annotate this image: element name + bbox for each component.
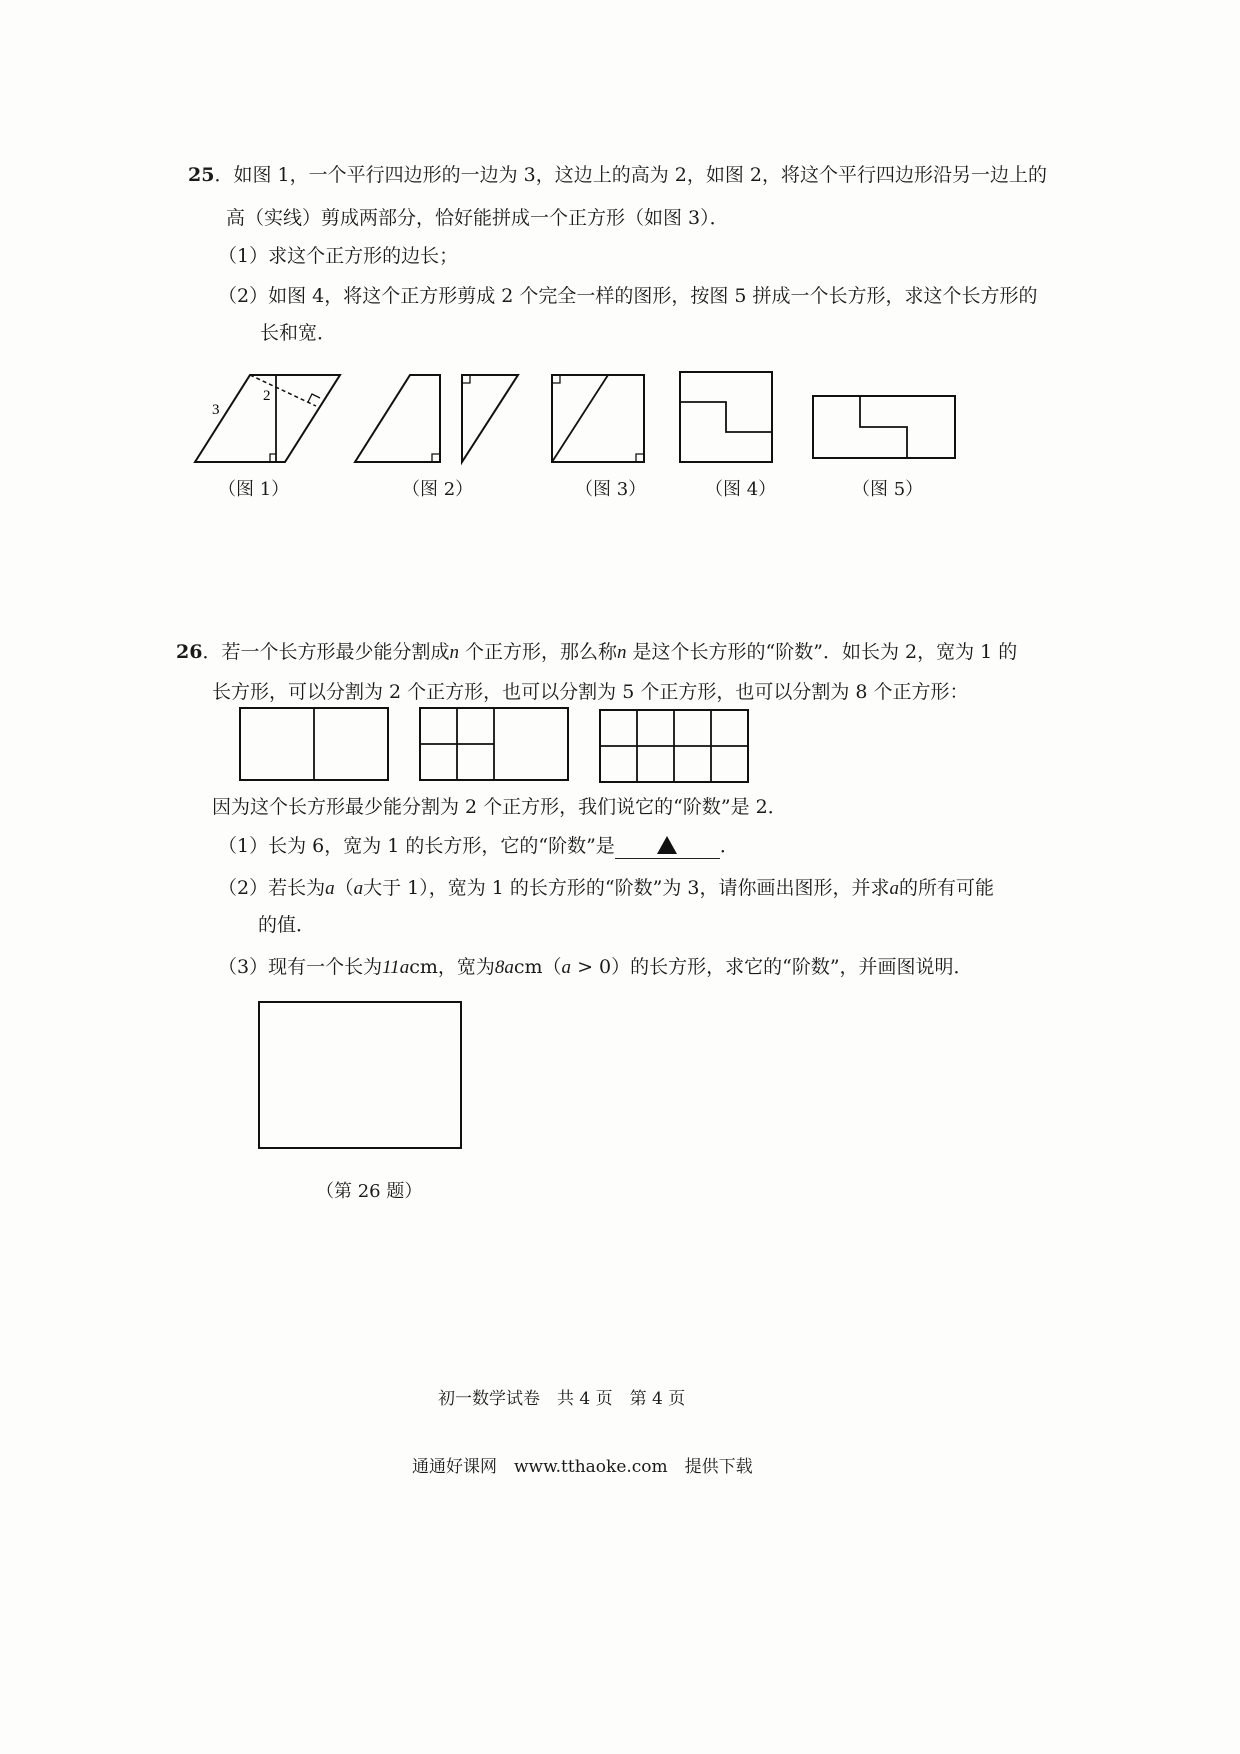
trapezoid-piece (355, 375, 440, 462)
caption-fig4: （图 4） (705, 479, 777, 500)
right-angle-mark-piece1 (432, 454, 440, 462)
figure-5-rectangle-step (810, 393, 960, 463)
figure-4-square-step (676, 368, 776, 468)
q26-part3-text-d: ）的长方形，求它的“阶数”，并画图说明． (611, 956, 973, 978)
example-rect-2-squares (238, 706, 390, 782)
q26-part3-11: 11 (382, 957, 400, 978)
q26-var-a-2: a (353, 878, 364, 899)
q26-var-n-1: n (449, 642, 459, 663)
q26-text-1b: 个正方形，那么称 (458, 641, 618, 663)
q25-part2-line2: 长和宽． (260, 322, 337, 344)
q25-number: 25 (188, 164, 215, 186)
q26-line3: 因为这个长方形最少能分割为 2 个正方形，我们说它的“阶数”是 2． (212, 796, 787, 818)
drawing-rect-outline (259, 1002, 461, 1148)
caption-fig5: （图 5） (852, 479, 924, 500)
rect5-step-line (860, 396, 907, 458)
step-cut-line (680, 402, 772, 432)
q26-var-a-4: a (399, 957, 410, 978)
example-rect-5-squares (418, 706, 570, 782)
q26-number: 26 (176, 641, 203, 663)
triangle-marker-icon (657, 836, 677, 854)
q26-part3-cond: > 0 (571, 956, 612, 978)
q26-line2: 长方形，可以分割为 2 个正方形，也可以分割为 5 个正方形，也可以分割为 8 个正方形： (212, 681, 969, 703)
caption-fig1: （图 1） (218, 479, 290, 500)
q26-part3-text-c: cm（ (513, 956, 562, 978)
q26-part3-text-a: （3）现有一个长为 (218, 956, 383, 978)
q26-text-1c: 是这个长方形的“阶数”．如长为 2，宽为 1 的 (626, 641, 1018, 663)
q26-part1-text: （1）长为 6，宽为 1 的长方形，它的“阶数”是 (218, 835, 615, 857)
q26-var-n-2: n (617, 642, 627, 663)
q26-line1 (176, 639, 1017, 666)
q26-part3-8: 8 (494, 957, 505, 978)
right-angle-mark-bottom-right (636, 454, 644, 462)
page-footer-info: 初一数学试卷 共 4 页 第 4 页 (438, 1389, 686, 1409)
q26-part1-end: ． (719, 835, 739, 857)
page-source-credit: 通通好课网 www.tthaoke.com 提供下载 (412, 1457, 753, 1477)
q26-var-a-1: a (325, 878, 335, 899)
q26-part3 (218, 954, 973, 981)
fig1-side-label: 3 (212, 402, 220, 418)
answer-blank[interactable] (615, 836, 720, 859)
right-angle-mark-top (552, 375, 560, 383)
q26-part2-line2: 的值． (258, 914, 316, 936)
example-rect-8-squares (598, 708, 750, 784)
q26-part2-text-d: 的所有可能 (898, 877, 994, 899)
q25-line1 (188, 162, 1047, 188)
q25-text-1: ．如图 1，一个平行四边形的一边为 3，这边上的高为 2，如图 2，将这个平行四边形沿另一边上的 (214, 164, 1047, 186)
q26-caption: （第 26 题） (316, 1181, 423, 1202)
q25-part2-line1: （2）如图 4，将这个正方形剪成 2 个完全一样的图形，按图 5 拼成一个长方形，求这个长方形的 (218, 285, 1038, 307)
square-cut-line (552, 375, 608, 462)
q26-part2-text-a: （2）若长为 (218, 877, 326, 899)
triangle-piece (462, 375, 518, 462)
q26-part3-text-b: cm，宽为 (409, 956, 495, 978)
dashed-height-line (250, 375, 316, 406)
square-outline (552, 375, 644, 462)
q26-drawing-rectangle (257, 1000, 463, 1150)
q26-part2-text-c: 大于 1），宽为 1 的长方形的“阶数”为 3，请你画出图形，并求 (363, 877, 890, 899)
right-angle-mark-dashed (308, 394, 320, 402)
q26-var-a-6: a (561, 957, 572, 978)
q26-part2-line1 (218, 875, 994, 902)
q26-text-1a: ．若一个长方形最少能分割成 (202, 641, 450, 663)
q26-part1 (218, 833, 739, 859)
figure-3-square (548, 370, 648, 470)
q26-var-a-3: a (889, 878, 899, 899)
q25-line2: 高（实线）剪成两部分，恰好能拼成一个正方形（如图 3）． (226, 207, 729, 229)
q26-part2-text-b: （ (334, 877, 354, 899)
caption-fig2: （图 2） (402, 479, 474, 500)
fig1-height-label: 2 (263, 388, 271, 404)
figure-2-cut-pieces (350, 370, 530, 470)
right-angle-mark-piece2 (462, 375, 470, 383)
caption-fig3: （图 3） (575, 479, 647, 500)
q25-part1: （1）求这个正方形的边长； (218, 245, 459, 267)
q26-var-a-5: a (504, 957, 514, 978)
figure-1-parallelogram (190, 370, 350, 470)
